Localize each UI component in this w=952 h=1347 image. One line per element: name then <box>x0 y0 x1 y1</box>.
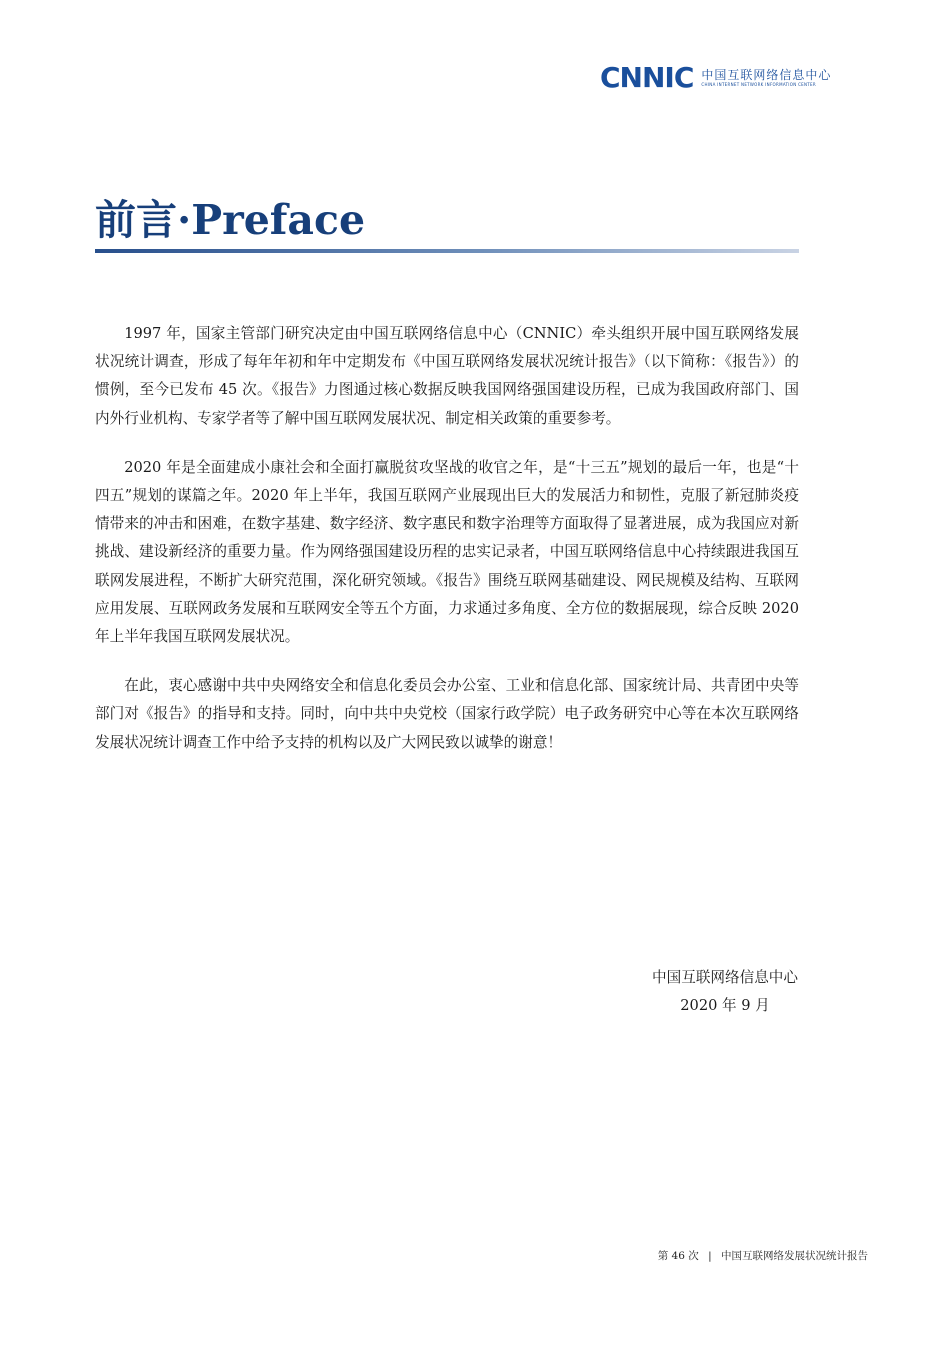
signature-date: 2020 年 9 月 <box>680 997 770 1014</box>
cnnic-logo <box>600 62 872 94</box>
page-footer <box>658 1248 868 1263</box>
footer-report-name: 中国互联网络发展状况统计报告 <box>721 1250 868 1262</box>
page-title: 前言·Preface <box>95 196 366 244</box>
logo-english-name: CHINA INTERNET NETWORK INFORMATION CENTER <box>701 82 816 87</box>
footer-issue: 第 46 次 <box>657 1250 699 1262</box>
cnnic-logo-text <box>701 68 831 88</box>
signature-org: 中国互联网络信息中心 <box>652 969 798 986</box>
preface-paragraph-3: 在此，衷心感谢中共中央网络安全和信息化委员会办公室、工业和信息化部、国家统计局、共青团中央等部门对《报告》的指导和支持。同时，向中共中央党校（国家行政学院）电子政务研究中心等在本次互联网络发展状况统计调查工作中给予支持的机构以及广大网民致以诚挚的谢意！ <box>95 677 799 751</box>
title-underline <box>95 249 799 253</box>
footer-separator: | <box>708 1250 712 1262</box>
logo-chinese-name: 中国互联网络信息中心 <box>701 68 832 82</box>
preface-paragraph-1: 1997 年，国家主管部门研究决定由中国互联网络信息中心（CNNIC）牵头组织开展中国互联网络发展状况统计调查，形成了每年年初和年中定期发布《中国互联网络发展状况统计报告》（以下简称：《报告》）的惯例，至今已发布 45 次。《报告》力图通过核心数据反映我国网络强国建设历程，已成为我国政府部门、国内外行业机构、专家学者等了解中国互联网发展状况、制定相关政策的重要参考。 <box>95 325 799 427</box>
signature-block <box>652 964 798 1020</box>
cnnic-logo-mark: CNNIC <box>600 61 694 94</box>
preface-paragraph-2: 2020 年是全面建成小康社会和全面打赢脱贫攻坚战的收官之年，是“十三五”规划的最后一年，也是“十四五”规划的谋篇之年。2020 年上半年，我国互联网产业展现出巨大的发展活力和韧性，克服了新冠肺炎疫情带来的冲击和困难，在数字基建、数字经济、数字惠民和数字治理等方面取得了显著进展，成为我国应对新挑战、建设新经济的重要力量。作为网络强国建设历程的忠实记录者，中国互联网络信息中心持续跟进我国互联网发展进程，不断扩大研究范围，深化研究领域。《报告》围绕互联网基础建设、网民规模及结构、互联网应用发展、互联网政务发展和互联网安全等五个方面，力求通过多角度、全方位的数据展现，综合反映 2020 年上半年我国互联网发展状况。 <box>95 458 799 646</box>
preface-body <box>95 320 799 778</box>
